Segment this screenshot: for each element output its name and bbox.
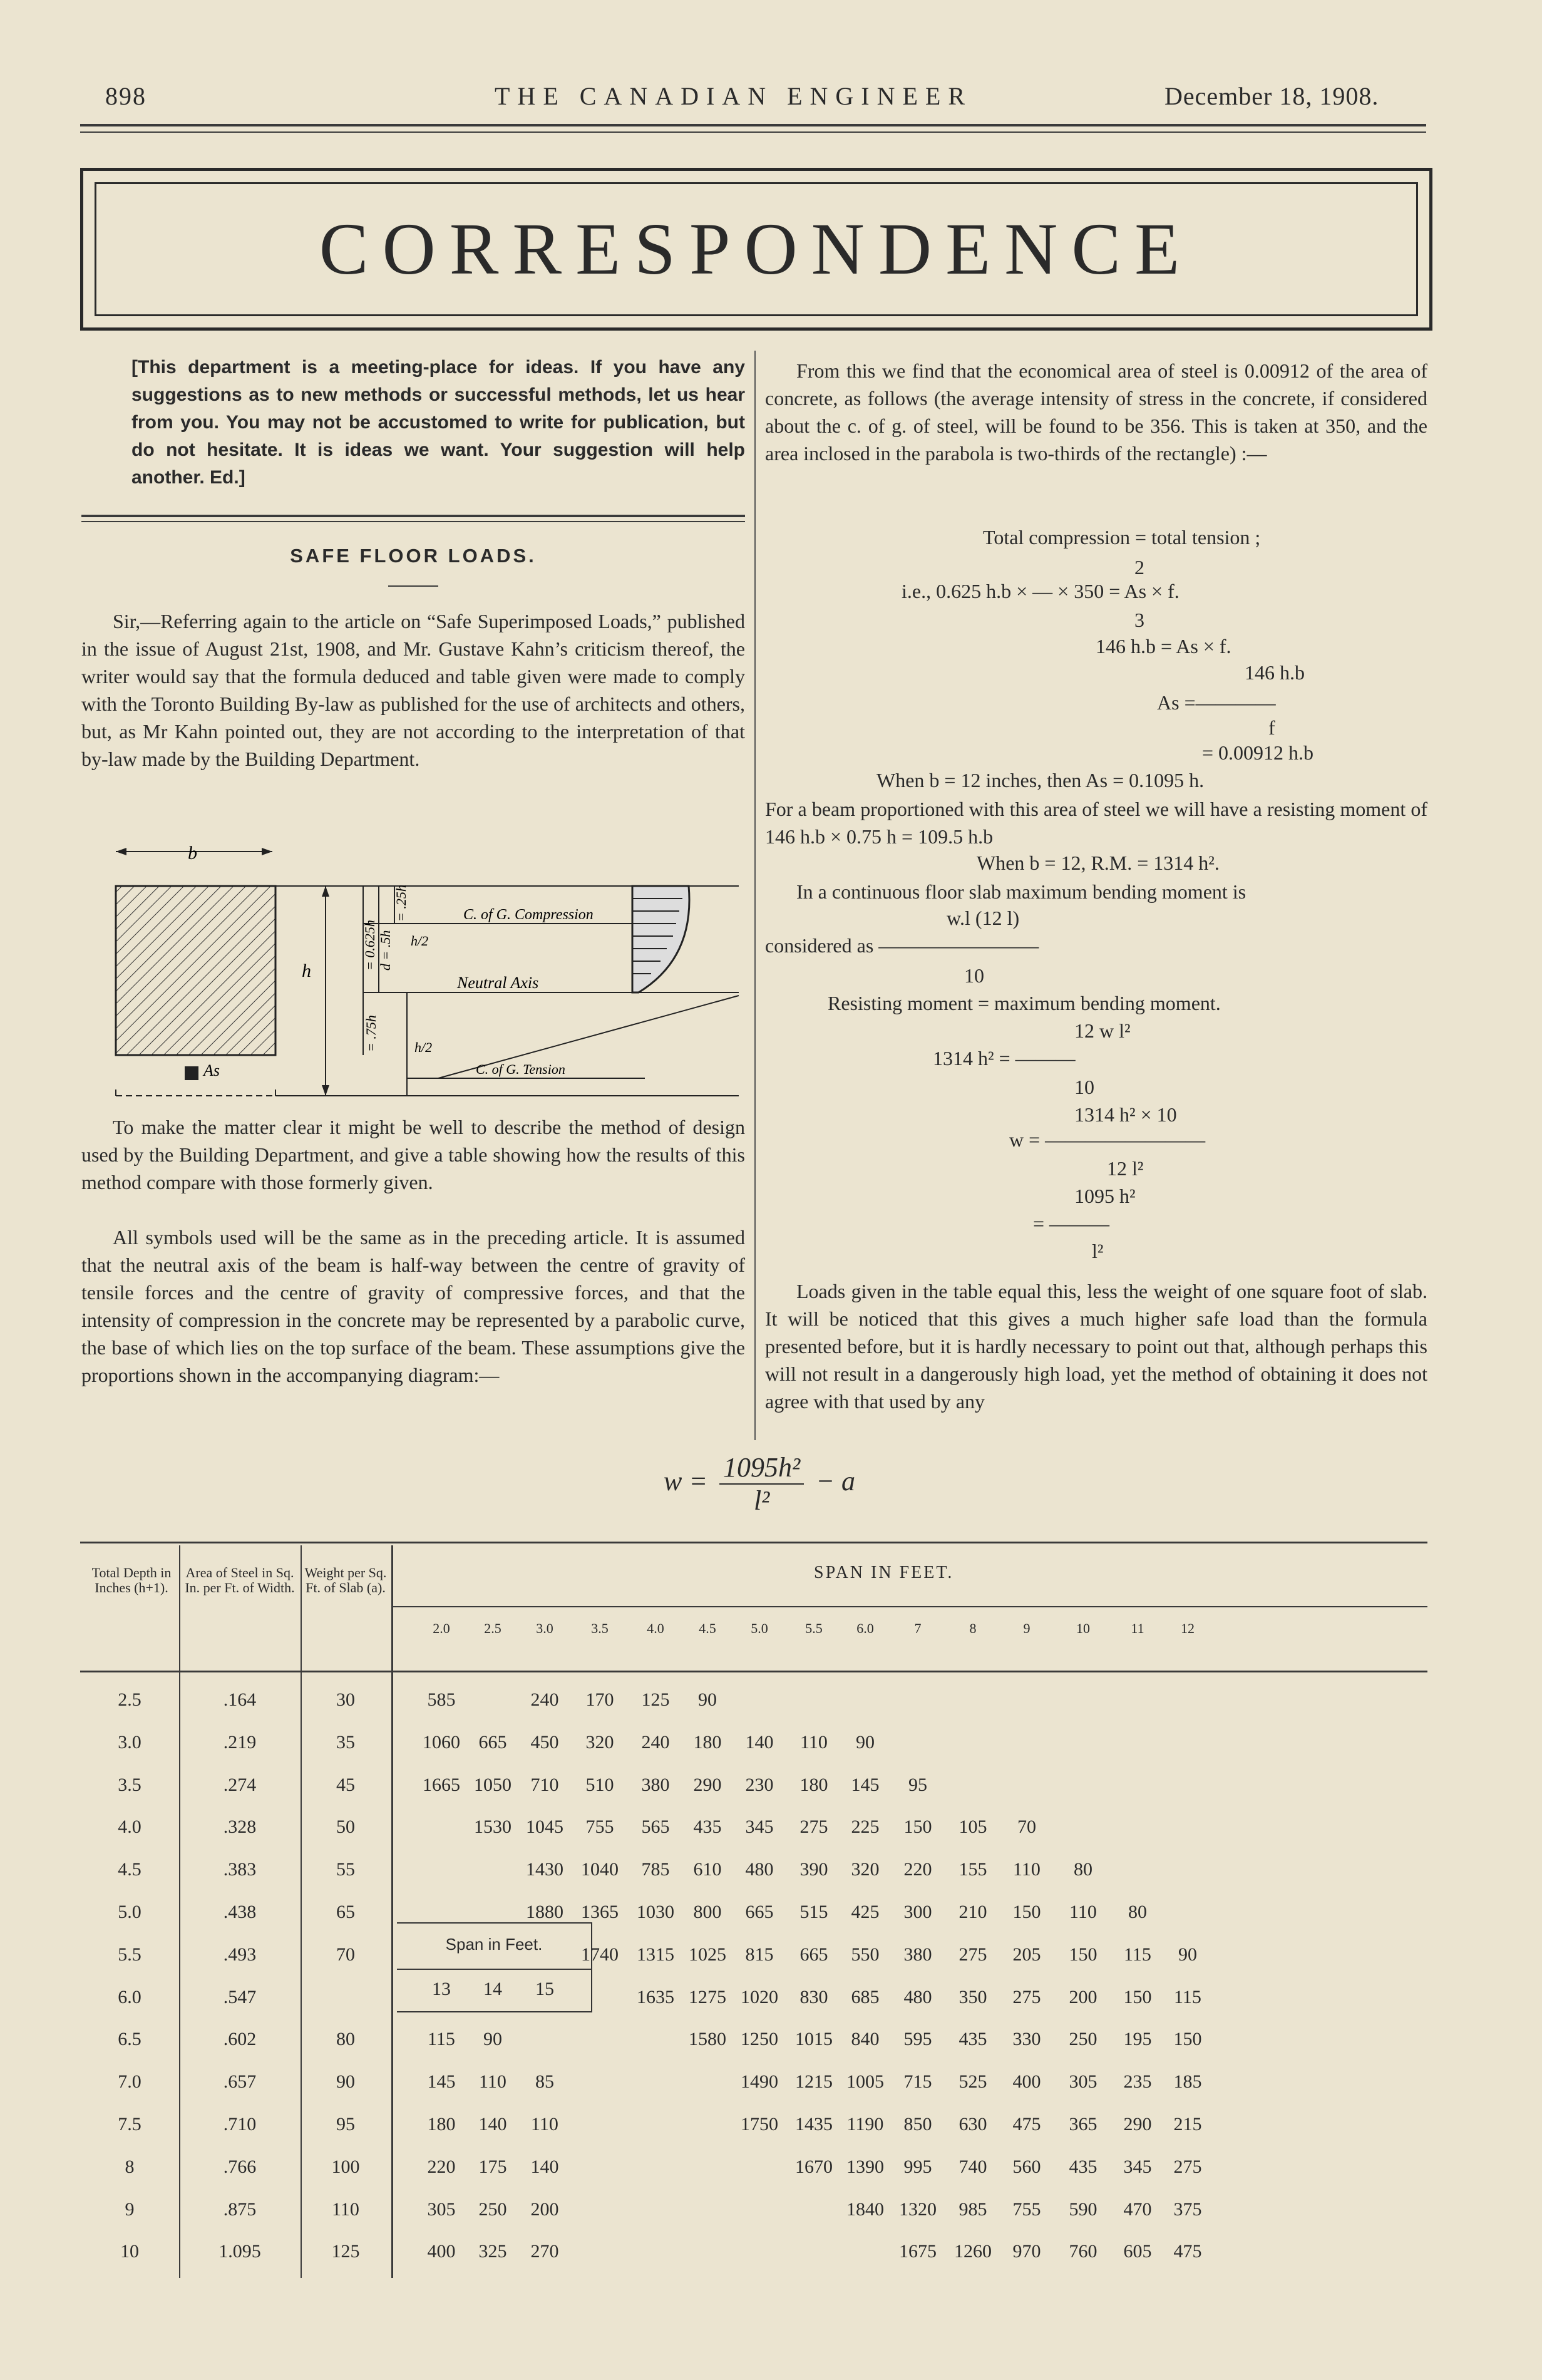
label-d2: = .75h — [363, 1015, 379, 1052]
load-cell: 220 — [903, 1859, 932, 1880]
eq-rm: When b = 12, R.M. = 1314 h². — [977, 852, 1220, 874]
load-cell: 80 — [1128, 1902, 1147, 1922]
load-cell: 665 — [745, 1902, 774, 1922]
span-header-4.5: 4.5 — [699, 1620, 716, 1636]
load-cell: 1215 — [795, 2071, 833, 2093]
load-cell: 150 — [1173, 2029, 1202, 2050]
row-depth: 6.5 — [118, 2029, 141, 2050]
load-cell: 305 — [1069, 2071, 1097, 2093]
load-cell: 970 — [1012, 2241, 1041, 2262]
issue-date: December 18, 1908. — [1164, 82, 1379, 110]
label-as: As — [203, 1061, 220, 1079]
row-steel-area: .383 — [223, 1859, 257, 1880]
load-cell: 475 — [1012, 2114, 1041, 2135]
row-weight: 95 — [336, 2114, 355, 2135]
load-cell: 1190 — [846, 2114, 884, 2135]
row-steel-area: .438 — [223, 1902, 257, 1922]
row-steel-area: 1.095 — [218, 2241, 261, 2262]
load-cell: 95 — [908, 1774, 927, 1795]
load-cell: 840 — [851, 2029, 880, 2050]
load-cell: 1390 — [846, 2156, 884, 2177]
load-cell: 175 — [478, 2156, 507, 2177]
eq-num: 146 h.b — [1245, 661, 1305, 684]
left-paragraph-1: Sir,—Referring again to the article on “Safe Superimposed Loads,” published in the issue of August 21st, 1908, and Mr. Gustave Kahn’s criticism thereof, the writer would say that the formula deduced and table given were made to comply with the Toronto Building By-law as published for the use of architects and others, but, as Mr Kahn pointed out, they are not according to the interpretation of that by-law made by the Building Department. — [81, 610, 745, 770]
eq-considered: considered as ———————— — [765, 934, 1039, 957]
load-cell: 1365 — [581, 1902, 619, 1922]
load-cell: 110 — [1013, 1859, 1041, 1880]
eq-two: 2 — [1134, 556, 1144, 579]
span-header-3.5: 3.5 — [591, 1620, 609, 1636]
header-span: SPAN IN FEET. — [814, 1563, 954, 1582]
load-cell: 345 — [745, 1816, 774, 1838]
load-cell: 155 — [959, 1859, 987, 1880]
load-cell: 1250 — [741, 2029, 778, 2050]
load-cell: 150 — [1123, 1986, 1152, 2007]
load-cell: 110 — [531, 2114, 558, 2135]
load-cell: 815 — [745, 1944, 774, 1965]
row-weight: 65 — [336, 1902, 355, 1922]
load-cell: 330 — [1012, 2029, 1041, 2050]
load-cell: 435 — [1069, 2156, 1097, 2177]
eq-12wl: 12 w l² — [1074, 1019, 1131, 1042]
span-header-6.0: 6.0 — [856, 1620, 874, 1636]
eq-wl: w.l (12 l) — [947, 907, 1020, 929]
load-cell: 85 — [535, 2071, 554, 2093]
load-cell: 110 — [800, 1731, 828, 1753]
eq-eq: = ——— — [1033, 1212, 1110, 1235]
load-formula — [664, 1451, 855, 1517]
load-cell: 760 — [1069, 2241, 1097, 2262]
row-weight: 110 — [332, 2198, 359, 2220]
span-header-2.5: 2.5 — [484, 1620, 501, 1636]
load-cell: 205 — [1012, 1944, 1041, 1965]
load-cell: 180 — [799, 1774, 828, 1795]
load-cell: 305 — [427, 2198, 456, 2220]
load-cell: 585 — [427, 1689, 456, 1710]
eq-ten-2: 10 — [1074, 1076, 1094, 1098]
load-cell: 400 — [427, 2241, 456, 2262]
inset-span-13: 13 — [432, 1979, 451, 1999]
load-cell: 515 — [799, 1902, 828, 1922]
load-cell: 145 — [851, 1774, 880, 1795]
load-cell: 110 — [1069, 1902, 1097, 1922]
span-header-2.0: 2.0 — [433, 1620, 450, 1636]
row-steel-area: .547 — [223, 1986, 257, 2007]
row-steel-area: .710 — [223, 2114, 257, 2135]
span-header-5.0: 5.0 — [751, 1620, 768, 1636]
load-cell: 785 — [641, 1859, 670, 1880]
label-h: h — [302, 961, 311, 981]
load-cell: 665 — [478, 1731, 507, 1753]
load-cell: 1045 — [526, 1816, 563, 1838]
row-weight: 35 — [336, 1731, 355, 1753]
load-cell: 105 — [959, 1816, 987, 1838]
load-cell: 685 — [851, 1986, 880, 2007]
load-cell: 400 — [1012, 2071, 1041, 2093]
row-steel-area: .657 — [223, 2071, 257, 2093]
load-cell: 435 — [693, 1816, 722, 1838]
load-cell: 480 — [903, 1986, 932, 2007]
load-cell: 250 — [1069, 2029, 1097, 2050]
formula-lhs: w = — [664, 1466, 708, 1497]
load-cell: 450 — [530, 1731, 559, 1753]
load-cell: 115 — [1124, 1944, 1151, 1965]
stress-block — [632, 886, 689, 992]
row-weight: 55 — [336, 1859, 355, 1880]
header-depth: Total Depth in Inches (h+1). — [91, 1565, 172, 1595]
load-cell: 595 — [903, 2029, 932, 2050]
row-depth: 2.5 — [118, 1689, 141, 1710]
label-half-2: h/2 — [414, 1039, 433, 1055]
load-cell: 275 — [1173, 2156, 1202, 2177]
load-cell: 1670 — [795, 2156, 833, 2177]
load-cell: 1015 — [795, 2029, 833, 2050]
load-cell: 1880 — [526, 1902, 563, 1922]
load-cell: 470 — [1123, 2198, 1152, 2220]
row-steel-area: .602 — [223, 2029, 257, 2050]
row-weight: 50 — [336, 1816, 355, 1838]
table-vline-3 — [391, 1545, 393, 2278]
load-cell: 180 — [427, 2114, 456, 2135]
row-steel-area: .328 — [223, 1816, 257, 1838]
row-depth: 6.0 — [118, 1986, 141, 2007]
load-cell: 270 — [530, 2241, 559, 2262]
eq-as: As =———— — [1157, 691, 1276, 714]
load-cell: 1260 — [954, 2241, 992, 2262]
load-cell: 110 — [479, 2071, 506, 2093]
load-cell: 180 — [693, 1731, 722, 1753]
load-cell: 715 — [903, 2071, 932, 2093]
formula-rhs: − a — [816, 1466, 855, 1497]
label-d1: = 0.625h — [362, 920, 378, 971]
row-steel-area: .164 — [223, 1689, 257, 1710]
load-cell: 140 — [530, 2156, 559, 2177]
load-cell: 740 — [959, 2156, 987, 2177]
right-paragraph-3: In a continuous floor slab maximum bending moment is — [796, 880, 1246, 903]
load-cell: 630 — [959, 2114, 987, 2135]
eq-12l: 12 l² — [1107, 1157, 1144, 1180]
label-d3: = .25h — [393, 885, 409, 922]
load-cell: 275 — [1012, 1986, 1041, 2007]
note-rule-thin — [81, 521, 745, 522]
load-cell: 115 — [1174, 1986, 1201, 2007]
row-weight: 45 — [336, 1774, 355, 1795]
load-cell: 220 — [427, 2156, 456, 2177]
load-cell: 345 — [1123, 2156, 1152, 2177]
load-cell: 275 — [959, 1944, 987, 1965]
row-depth: 4.0 — [118, 1816, 141, 1838]
row-weight: 30 — [336, 1689, 355, 1710]
span-header-5.5: 5.5 — [805, 1620, 823, 1636]
load-cell: 755 — [585, 1816, 614, 1838]
table-vline-1 — [179, 1545, 180, 2278]
load-cell: 1275 — [689, 1986, 726, 2007]
left-paragraph-2: To make the matter clear it might be well to describe the method of design used by the Building Department, and give a table showing how the results of this method compare with those formerly given. — [81, 1116, 745, 1193]
row-depth: 4.5 — [118, 1859, 141, 1880]
load-cell: 425 — [851, 1902, 880, 1922]
load-cell: 90 — [1178, 1944, 1197, 1965]
load-cell: 510 — [585, 1774, 614, 1795]
page-title: CORRESPONDENCE — [319, 208, 1194, 290]
right-paragraph-4: Loads given in the table equal this, less the weight of one square foot of slab. It will be noticed that this gives a much higher safe load than the formula presented before, but it is hardly necessary to point out that, although perhaps this will not result in a dangerously high load, yet the method of obtaining it does not agree with that used by any — [765, 1280, 1427, 1413]
span-header-12: 12 — [1181, 1620, 1195, 1636]
load-cell: 605 — [1123, 2241, 1152, 2262]
header-weight: Weight per Sq. Ft. of Slab (a). — [304, 1565, 387, 1595]
load-cell: 850 — [903, 2114, 932, 2135]
load-cell: 215 — [1173, 2114, 1202, 2135]
load-cell: 290 — [1123, 2114, 1152, 2135]
eq-compression: i.e., 0.625 h.b × — × 350 = As × f. — [902, 580, 1180, 602]
eq-three: 3 — [1134, 609, 1144, 631]
eq-w: w = ———————— — [1009, 1128, 1206, 1151]
span-header-4.0: 4.0 — [647, 1620, 664, 1636]
load-cell: 365 — [1069, 2114, 1097, 2135]
load-cell: 1530 — [474, 1816, 511, 1838]
load-cell: 275 — [799, 1816, 828, 1838]
row-steel-area: .875 — [223, 2198, 257, 2220]
row-depth: 3.5 — [118, 1774, 141, 1795]
formula-numerator: 1095h² — [719, 1451, 804, 1485]
load-cell: 350 — [959, 1986, 987, 2007]
inset-span-label: Span in Feet. — [445, 1935, 543, 1954]
title-frame — [80, 168, 1432, 331]
row-steel-area: .766 — [223, 2156, 257, 2177]
steel-bar-icon — [185, 1066, 198, 1080]
span-header-3.0: 3.0 — [536, 1620, 553, 1636]
label-tension: C. of G. Tension — [476, 1061, 565, 1077]
load-cell: 1060 — [423, 1731, 460, 1753]
load-cell: 1320 — [899, 2198, 937, 2220]
right-paragraph-1: From this we find that the economical area of steel is 0.00912 of the area of concrete, as follows (the average intensity of stress in the concrete, if considered about the c. of g. of steel, will be found to be 356. This is taken at 350, and the area inclosed in the parabola is two-thirds of the rectangle) :— — [765, 359, 1427, 465]
load-cell: 610 — [693, 1859, 722, 1880]
page-number: 898 — [105, 82, 146, 110]
load-cell: 320 — [851, 1859, 880, 1880]
load-cell: 1490 — [741, 2071, 778, 2093]
load-cell: 70 — [1017, 1816, 1036, 1838]
load-cell: 235 — [1123, 2071, 1152, 2093]
editor-note: [This department is a meeting-place for ideas. If you have any suggestions as to new methods or successful methods, let us hear from you. You may not be accustomed to write for publication, but do not hesitate. It is ideas we want. Your suggestion will help another. Ed.] — [131, 357, 745, 488]
load-cell: 150 — [903, 1816, 932, 1838]
load-cell: 115 — [428, 2029, 455, 2050]
row-depth: 7.0 — [118, 2071, 141, 2093]
load-cell: 1025 — [689, 1944, 726, 1965]
load-cell: 1430 — [526, 1859, 563, 1880]
eq-ten-1: 10 — [964, 964, 984, 987]
journal-title: THE CANADIAN ENGINEER — [495, 82, 973, 110]
load-cell: 170 — [585, 1689, 614, 1710]
row-depth: 5.0 — [118, 1902, 141, 1922]
load-cell: 1740 — [581, 1944, 619, 1965]
load-cell: 200 — [1069, 1986, 1097, 2007]
load-cell: 145 — [427, 2071, 456, 2093]
load-cell: 200 — [530, 2198, 559, 2220]
load-cell: 475 — [1173, 2241, 1202, 2262]
left-paragraph-3: All symbols used will be the same as in the preceding article. It is assumed that the neutral axis of the beam is half-way between the centre of gravity of tensile forces and the centre of gravity of compressive forces, and that the intensity of compression in the concrete may be represented by a parabolic curve, the base of which lies on the top surface of the beam. These assumptions give the proportions shown in the accompanying diagram:— — [81, 1226, 745, 1386]
span-header-11: 11 — [1131, 1620, 1144, 1636]
load-cell: 210 — [959, 1902, 987, 1922]
title-dash — [388, 585, 438, 587]
row-depth: 3.0 — [118, 1731, 141, 1753]
load-cell: 800 — [693, 1902, 722, 1922]
row-depth: 8 — [125, 2156, 135, 2177]
header-rule-thin — [80, 131, 1426, 133]
header-area: Area of Steel in Sq. In. per Ft. of Width. — [185, 1565, 295, 1595]
right-paragraph-2: For a beam proportioned with this area of steel we will have a resisting moment of 146 h.b × 0.75 h = 109.5 h.b — [765, 798, 1427, 848]
eq-ratio: = 0.00912 h.b — [1202, 741, 1314, 764]
eq-resisting: Resisting moment = maximum bending moment. — [828, 992, 1221, 1014]
load-cell: 390 — [799, 1859, 828, 1880]
eq-1314: 1314 h² = ——— — [933, 1047, 1076, 1069]
inset-span-15: 15 — [535, 1979, 554, 1999]
load-cell: 290 — [693, 1774, 722, 1795]
load-cell: 150 — [1012, 1902, 1041, 1922]
load-cell: 240 — [641, 1731, 670, 1753]
load-cell: 590 — [1069, 2198, 1097, 2220]
eq-146hb: 146 h.b = As × f. — [1096, 635, 1231, 657]
label-neutral: Neutral Axis — [457, 974, 539, 992]
label-d4: d = .5h — [378, 930, 393, 971]
load-cell: 250 — [478, 2198, 507, 2220]
load-cell: 80 — [1074, 1859, 1092, 1880]
row-steel-area: .274 — [223, 1774, 257, 1795]
load-cell: 1580 — [689, 2029, 726, 2050]
load-cell: 320 — [585, 1731, 614, 1753]
load-cell: 375 — [1173, 2198, 1202, 2220]
load-cell: 1005 — [846, 2071, 884, 2093]
inset-span-rule — [397, 1969, 591, 1970]
row-weight: 100 — [331, 2156, 360, 2177]
label-half-1: h/2 — [411, 933, 429, 949]
load-cell: 1435 — [795, 2114, 833, 2135]
eq-f: f — [1268, 716, 1275, 739]
load-cell: 150 — [1069, 1944, 1097, 1965]
row-steel-area: .493 — [223, 1944, 257, 1965]
span-header-7: 7 — [914, 1620, 922, 1636]
inset-span-14: 14 — [483, 1979, 502, 1999]
load-cell: 550 — [851, 1944, 880, 1965]
beam-diagram — [113, 845, 745, 1108]
load-cell: 1040 — [581, 1859, 619, 1880]
load-cell: 1635 — [637, 1986, 674, 2007]
load-cell: 1315 — [637, 1944, 674, 1965]
row-depth: 7.5 — [118, 2114, 141, 2135]
row-weight: 80 — [336, 2029, 355, 2050]
span-header-8: 8 — [969, 1620, 977, 1636]
load-cell: 1030 — [637, 1902, 674, 1922]
load-cell: 225 — [851, 1816, 880, 1838]
row-steel-area: .219 — [223, 1731, 257, 1753]
header-rule — [80, 124, 1426, 126]
load-cell: 300 — [903, 1902, 932, 1922]
eq-total: Total compression = total tension ; — [983, 526, 1261, 549]
load-cell: 380 — [903, 1944, 932, 1965]
load-cell: 1020 — [741, 1986, 778, 2007]
load-cell: 240 — [530, 1689, 559, 1710]
row-depth: 9 — [125, 2198, 135, 2220]
table-top-rule — [80, 1542, 1427, 1543]
load-cell: 90 — [856, 1731, 875, 1753]
load-cell: 830 — [799, 1986, 828, 2007]
load-cell: 435 — [959, 2029, 987, 2050]
load-cell: 380 — [641, 1774, 670, 1795]
load-cell: 90 — [698, 1689, 717, 1710]
load-cell: 90 — [483, 2029, 502, 2050]
eq-1095: 1095 h² — [1074, 1185, 1136, 1207]
row-weight: 70 — [336, 1944, 355, 1965]
load-cell: 1675 — [899, 2241, 937, 2262]
row-weight: 90 — [336, 2071, 355, 2093]
load-cell: 710 — [530, 1774, 559, 1795]
table-span-rule — [393, 1606, 1427, 1607]
eq-when-b: When b = 12 inches, then As = 0.1095 h. — [876, 769, 1205, 791]
row-depth: 10 — [120, 2241, 139, 2262]
load-cell: 1050 — [474, 1774, 511, 1795]
span-header-9: 9 — [1023, 1620, 1031, 1636]
load-cell: 125 — [641, 1689, 670, 1710]
row-depth: 5.5 — [118, 1944, 141, 1965]
table-header-rule — [80, 1671, 1427, 1672]
load-cell: 230 — [745, 1774, 774, 1795]
load-cell: 1665 — [423, 1774, 460, 1795]
label-compression: C. of G. Compression — [463, 907, 594, 923]
load-cell: 995 — [903, 2156, 932, 2177]
eq-l2: l² — [1092, 1240, 1104, 1262]
load-cell: 1750 — [741, 2114, 778, 2135]
note-rule — [81, 515, 745, 517]
load-cell: 565 — [641, 1816, 670, 1838]
column-divider — [754, 351, 756, 1440]
load-cell: 140 — [478, 2114, 507, 2135]
label-b: b — [188, 845, 197, 863]
load-cell: 325 — [478, 2241, 507, 2262]
formula-denominator: l² — [753, 1485, 770, 1516]
row-weight: 125 — [331, 2241, 360, 2262]
article-title: SAFE FLOOR LOADS. — [290, 545, 537, 567]
load-cell: 985 — [959, 2198, 987, 2220]
load-cell: 195 — [1123, 2029, 1152, 2050]
span-header-10: 10 — [1076, 1620, 1090, 1636]
load-cell: 525 — [959, 2071, 987, 2093]
load-cell: 480 — [745, 1859, 774, 1880]
load-cell: 1840 — [846, 2198, 884, 2220]
load-cell: 560 — [1012, 2156, 1041, 2177]
load-cell: 665 — [799, 1944, 828, 1965]
load-cell: 755 — [1012, 2198, 1041, 2220]
load-cell: 140 — [745, 1731, 774, 1753]
load-cell: 185 — [1173, 2071, 1202, 2093]
eq-1314x10: 1314 h² × 10 — [1074, 1103, 1177, 1126]
